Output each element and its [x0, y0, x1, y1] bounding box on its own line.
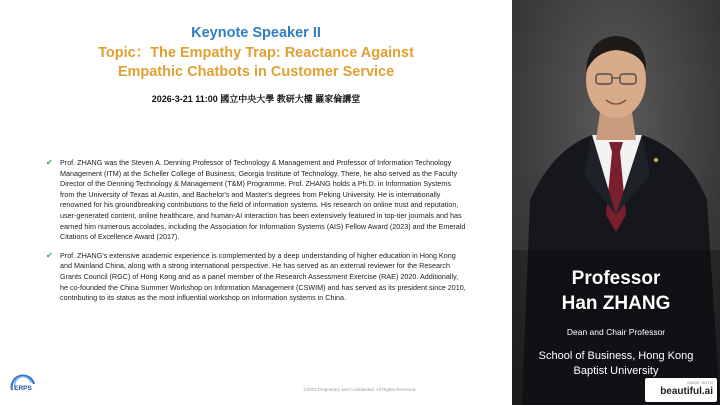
bio-bullet [46, 251, 466, 304]
talk-topic [0, 44, 512, 82]
check-icon: ✔ [46, 158, 53, 167]
speaker-role: Dean and Chair Professor [566, 327, 666, 337]
badge-brand: beautiful.ai [660, 386, 713, 397]
event-datetime-location: 2026-3-21 11:00 國立中央大學 教研大樓 羅家倫講堂 [151, 94, 361, 104]
affiliation-line-2: Baptist University [573, 365, 659, 377]
speaker-title-line-1: Professor [571, 268, 661, 289]
bio-bullet-text: Prof. ZHANG was the Steven A. Denning Professor of Technology & Management and Professor of Information Technology Management (ITM) at the Scheller College of Business, Georgia Institute of Technology. There, he also served as the Faculty Director of the Denning Technology & Management (T&M) Programme. Prof. ZHANG holds a Ph.D. in Information Systems from the University of Texas at Austin, and Bachelor's and Master's degrees from Peking University. He is internationally renowned for his groundbreaking contributions to the field of information systems. His research on online trust and reputation, user-generated content, online healthcare, and human-AI interaction has been extensively featured in top-tier journals and has earned him numerous accolades, including the Association for Information Systems (AIS) Fellow Award (2023) and the Emerald Citations of Excellence Award (2017). [60, 158, 466, 242]
copyright-footer: ©2023 Proprietary and Confidential. All Rights Reserved. [303, 387, 417, 392]
bio-bullet [46, 158, 466, 243]
speaker-title-line-2: Han ZHANG [561, 293, 671, 314]
speaker-name [512, 266, 720, 316]
speaker-affiliation [512, 349, 720, 379]
speaker-portrait-icon [512, 0, 720, 405]
affiliation-line-1: School of Business, Hong Kong [538, 350, 694, 362]
topic-line-1: Topic：The Empathy Trap: Reactance Against [98, 45, 414, 61]
badge-caption: MADE WITH [687, 380, 713, 385]
bio-bullet-list [46, 158, 466, 312]
erps-logo-icon [8, 370, 38, 396]
topic-line-2: Empathic Chatbots in Customer Service [117, 64, 395, 80]
check-icon: ✔ [46, 250, 53, 260]
speaker-photo-panel [512, 0, 720, 405]
logo-text: ERPS [14, 385, 32, 392]
bio-bullet-text: Prof. ZHANG's extensive academic experience is complemented by a deep understanding of higher education in Hong Kong and Mainland China, along with a strong international perspective. He has served as an external reviewer for the Research Grants Council (RGC) of Hong Kong and as a panel member of the Research Assessment Exercise (RAE) 2020. Additionally, he co-founded the China Summer Workshop on Information Management (CSWIM) and has served as its president since 2010, contributing to its status as the most influential workshop on information systems in China. [60, 250, 466, 303]
keynote-label: Keynote Speaker II [191, 25, 321, 41]
made-with-beautiful-ai-badge[interactable] [645, 378, 717, 402]
